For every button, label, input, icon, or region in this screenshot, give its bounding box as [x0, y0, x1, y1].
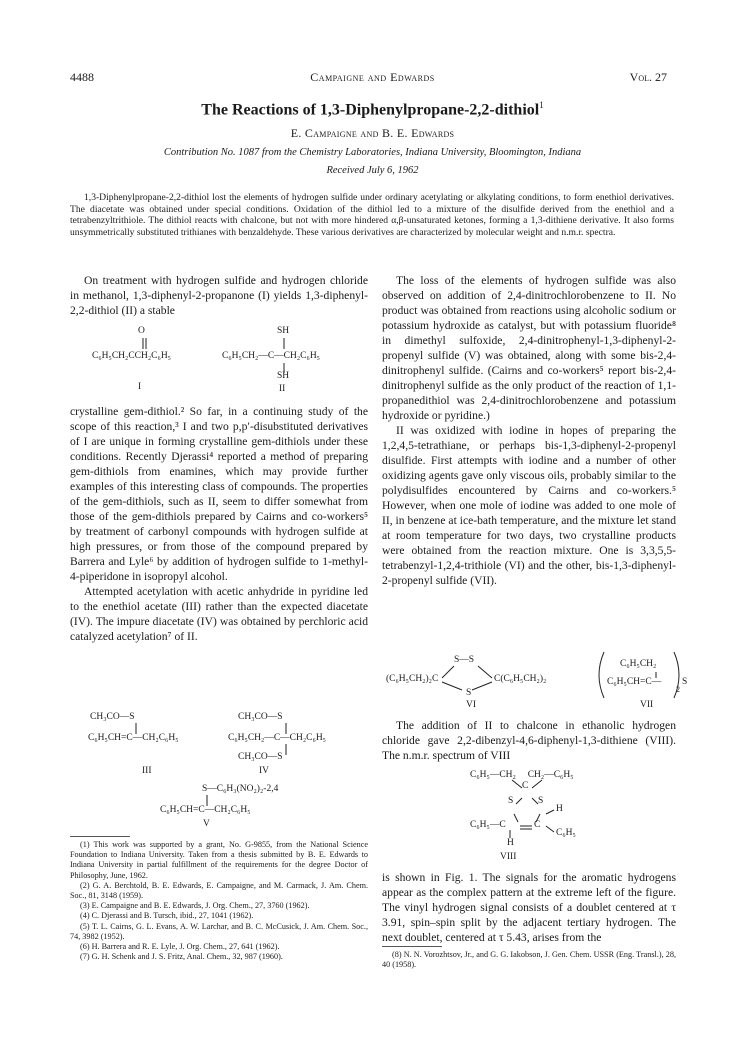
left-para-2 [70, 404, 368, 644]
struct-I-label: I [138, 382, 142, 392]
struct-I-formula: C₆H₅CH₂CCH₂C₆H₅ [92, 351, 171, 361]
right-para-4-text: is shown in Fig. 1. The signals for the aromatic hydrogens appear as the complex pattern at the extreme left of the figure. The vinyl hydrogen signal consists of a doublet centered at τ 3.91, spin–spin split by the adjacent tertiary hydrogen. The next doublet, centered at τ 5.43, arises from the [382, 871, 676, 944]
struct-VIII-phenyl-right: C₆H₅ [556, 828, 576, 838]
struct-VIII-benzyls: C₆H₅—CH₂ CH₂—C₆H₅ [470, 770, 574, 780]
struct-VII-subscript: 2 [676, 685, 680, 694]
contribution-line: Contribution No. 1087 from the Chemistry Laboratories, Indiana University, Bloomington, Indiana [163, 147, 582, 158]
struct-VIII-ring [470, 780, 610, 850]
struct-IV-chain: C₆H₅CH₂—C—CH₂C₆H₅ [228, 733, 326, 743]
footnote-2: (2) G. A. Berchtold, B. E. Edwards, E. Campaigne, and M. Carmack, J. Am. Chem. Soc., 81, 3148 (1959). [70, 880, 368, 901]
struct-VII-parentheses [594, 650, 684, 700]
title-footnote-mark: 1 [539, 100, 544, 110]
struct-IV-acetyl-top: CH₃CO—S [238, 712, 283, 722]
struct-VIII-s3: S [538, 796, 544, 806]
footnote-1: (1) This work was supported by a grant, No. G-9855, from the National Science Foundation to Indiana University. Taken from a thesis submitted by B. E. Edwards to Indiana University in partial fulfillment of the requirements for the degree Doctor of Philosophy, June, 1962. [70, 840, 368, 880]
struct-VIII-label: VIII [500, 852, 517, 862]
struct-VII-sulfur: S [682, 677, 688, 687]
struct-VI-sulfur: S [466, 688, 472, 698]
footnote-5: (5) T. L. Cairns, G. L. Evans, A. W. Larchar, and B. C. McCusick, J. Am. Chem. Soc., 74, 3982 (1952). [70, 921, 368, 941]
struct-V-sulfide: S—C₆H₃(NO₂)₂-2,4 [202, 784, 279, 794]
right-para-4 [382, 870, 676, 945]
right-para-1 [382, 273, 676, 588]
received-date: Received July 6, 1962 [326, 165, 419, 176]
struct-VI-label: VI [466, 700, 477, 710]
struct-II-sh-bottom: SH [277, 371, 290, 381]
footnotes-right [382, 950, 676, 970]
struct-II-label: II [279, 384, 286, 394]
right-para-3 [382, 718, 676, 763]
footnote-7: (7) G. H. Schenk and J. S. Fritz, Anal. Chem., 32, 987 (1960). [80, 952, 283, 962]
left-para-1 [70, 273, 368, 318]
struct-II-formula: C₆H₅CH₂—C—CH₂C₆H₅ [222, 351, 320, 361]
struct-III-label: III [142, 766, 152, 776]
volume-label: Vol. 27 [629, 70, 667, 84]
struct-VIII-c6: C [534, 820, 541, 830]
struct-VIII-h-top: H [556, 804, 563, 814]
struct-VIII-c2: C [522, 781, 529, 791]
struct-VII-label: VII [640, 700, 654, 710]
struct-III-chain: C₆H₅CH=C—CH₂C₆H₅ [88, 733, 179, 743]
struct-I-oxygen: O [138, 326, 145, 336]
footnote-3: (3) E. Campaigne and B. E. Edwards, J. Org. Chem., 27, 3760 (1962). [80, 901, 310, 911]
right-para-2-text: II was oxidized with iodine in hopes of preparing the 1,2,4,5-tetrathiane, or perhaps bis-1,3-diphenyl-2-propenyl disulfide. First attempts with iodine and a number of other oxidizing agents gave only viscous oils, probably similar to the polydisulfides encountered by Cairns and co-workers.⁵ However, when one mole of iodine was added to one mole of II, in benzene at ice-bath temperature, and the mixture let stand at room temperature for two days, two crystalline products were obtained from the reaction mixture. One is 3,3,5,5-tetrabenzyl-1,2,4-trithiole (VI) and the other, bis-1,3-diphenyl-2-propenyl sulfide (VII). [382, 424, 676, 587]
struct-V-label: V [203, 819, 210, 829]
paper-title [0, 100, 745, 119]
page-number: 4488 [70, 70, 94, 84]
left-para-2-text: crystalline gem-dithiol.² So far, in a continuing study of the scope of this reaction,³ I and two p,p′-disubstituted derivatives of I are unique in forming crystalline gem-dithiols under these conditions. Recently Djerassi⁴ reported a method of preparing gem-dithiols from enamines, which may provide further examples of this interesting class of compounds. The properties of the gem-dithiols, such as II, seem to differ somewhat from those of the gem-dithiols prepared by Cairns and co-workers⁵ by treatment of carbonyl compounds with hydrogen sulfide at high pressures, or from those of the compound prepared by Barrera and Lyle⁶ by addition of hydrogen sulfide to 1-methyl-4-piperidone in isopropyl alcohol. [70, 405, 368, 583]
right-para-1-text: The loss of the elements of hydrogen sulfide was also observed on addition of 2,4-dinitrochlorobenzene to II. No product was obtained from reactions using alcoholic sodium or potassium hydroxide as catalyst, but with potassium fluoride⁸ in dimethyl sulfoxide, 2,4-dinitrophenyl-1,3-diphenyl-2-propenyl sulfide (V) was obtained, along with some bis-2,4-dinitrophenyl sulfide. (Cairns and co-workers⁵ report bis-2,4-dinitrophenyl sulfide as the only product of the reaction of 1,1-propanedithiol was 2,4-dinitrochlorobenzene and potassium hydroxide or pyridine.) [382, 274, 676, 422]
struct-III-acetyl: CH₃CO—S [90, 712, 135, 722]
authors: E. Campaigne and B. E. Edwards [290, 126, 455, 140]
running-title: Campaigne and Edwards [310, 70, 435, 84]
struct-VII-chain: C₆H₅CH=C— [607, 677, 662, 687]
struct-VI-right-group: C(C₆H₅CH₂)₂ [494, 674, 547, 684]
struct-IV-acetyl-bottom: CH₃CO—S [238, 752, 283, 762]
struct-VII-benzyl: C₆H₅CH₂ [620, 659, 657, 669]
struct-VI-left-group: (C₆H₅CH₂)₂C [386, 674, 439, 684]
abstract [70, 192, 674, 238]
right-para-3-text: The addition of II to chalcone in ethanolic hydrogen chloride gave 2,2-dibenzyl-4,6-diphenyl-1,3-dithiene (VIII). The n.m.r. spectrum of VIII [382, 719, 676, 762]
footnote-8: (8) N. N. Vorozhtsov, Jr., and G. G. Iakobson, J. Gen. Chem. USSR (Eng. Transl.), 28, 40 (1958). [382, 950, 676, 970]
title-text: The Reactions of 1,3-Diphenylpropane-2,2-dithiol [201, 101, 540, 119]
footnotes-left [70, 840, 368, 962]
left-para-3-text: Attempted acetylation with acetic anhydride in pyridine led to the enethiol acetate (III) rather than the expected diacetate (IV). The impure diacetate (IV) was obtained by perchloric acid catalyzed acetylation⁷ of II. [70, 585, 368, 643]
footnote-4: (4) C. Djerassi and B. Tursch, ibid., 27, 1041 (1962). [80, 911, 254, 921]
footnote-divider-right [382, 946, 442, 947]
struct-IV-label: IV [259, 766, 270, 776]
footnote-divider-left [70, 836, 130, 837]
struct-VI-disulfide: S—S [454, 655, 475, 665]
struct-V-chain: C₆H₅CH=C—CH₂C₆H₅ [160, 805, 251, 815]
struct-I-double-bond [140, 337, 150, 351]
left-para-1-text: On treatment with hydrogen sulfide and hydrogen chloride in methanol, 1,3-diphenyl-2-propanone (I) yields 1,3-diphenyl-2,2-dithiol (II) a stable [70, 274, 368, 317]
footnote-6: (6) H. Barrera and R. E. Lyle, J. Org. Chem., 27, 641 (1962). [80, 942, 280, 952]
abstract-text: 1,3-Diphenylpropane-2,2-dithiol lost the elements of hydrogen sulfide under ordinary acetylating or alkylating conditions, to form enethiol derivatives. The diacetate was obtained under special conditions. Oxidation of the dithiol led to a mixture of the disulfide derived from the enethiol and a tetrabenzyltrithiole. The dithiol reacts with chalcone, but not with more hindered α,β-unsaturated ketones, forming a 1,3-dithiene derivative. It also forms unsymmetrically substituted trithianes with benzaldehyde. These various derivatives are characterized by molecular weight and n.m.r. spectra. [70, 192, 674, 238]
struct-VIII-s1: S [508, 796, 514, 806]
struct-VIII-h-bottom: H [507, 838, 514, 848]
struct-VIII-phenyl-left: C₆H₅—C [470, 820, 506, 830]
struct-II-sh-top: SH [277, 326, 290, 336]
